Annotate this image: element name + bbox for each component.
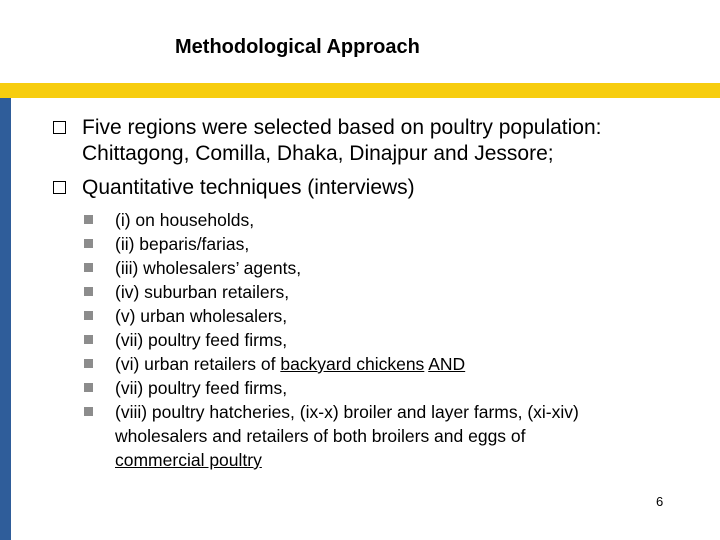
- sub-item-line: (viii) poultry hatcheries, (ix-x) broiler and layer farms, (xi-xiv): [115, 402, 579, 422]
- bullet-line: Five regions were selected based on poultry population:: [82, 116, 602, 139]
- filled-square-bullet-icon: [84, 335, 93, 344]
- page-number: 6: [656, 494, 664, 509]
- filled-square-bullet-icon: [84, 359, 93, 368]
- bullet-line: Quantitative techniques (interviews): [82, 176, 415, 199]
- sub-item: (vii) poultry feed firms,: [115, 330, 288, 350]
- sub-item-multiline: [115, 400, 675, 472]
- sub-item: (v) urban wholesalers,: [115, 306, 288, 326]
- bullet-line: Chittagong, Comilla, Dhaka, Dinajpur and Jessore;: [82, 142, 554, 165]
- hollow-square-bullet-icon: [53, 121, 66, 134]
- filled-square-bullet-icon: [84, 263, 93, 272]
- filled-square-bullet-icon: [84, 287, 93, 296]
- underlined-text: backyard chickens: [280, 354, 425, 374]
- filled-square-bullet-icon: [84, 383, 93, 392]
- sub-item: (iv) suburban retailers,: [115, 282, 290, 302]
- left-accent-bar: [0, 98, 11, 540]
- slide-title: Methodological Approach: [175, 36, 420, 58]
- main-bullet-regions: [82, 115, 692, 167]
- underlined-text: commercial poultry: [115, 450, 262, 470]
- sub-item: (ii) beparis/farias,: [115, 234, 250, 254]
- sub-item: [115, 352, 675, 376]
- sub-item: (vii) poultry feed firms,: [115, 378, 288, 398]
- filled-square-bullet-icon: [84, 239, 93, 248]
- hollow-square-bullet-icon: [53, 181, 66, 194]
- filled-square-bullet-icon: [84, 311, 93, 320]
- sub-item-text: (vi) urban retailers of: [115, 354, 281, 374]
- sub-item: (iii) wholesalers’ agents,: [115, 258, 302, 278]
- accent-band: [0, 83, 720, 98]
- filled-square-bullet-icon: [84, 215, 93, 224]
- sub-item-line: wholesalers and retailers of both broilers and eggs of: [115, 426, 526, 446]
- filled-square-bullet-icon: [84, 407, 93, 416]
- sub-item: (i) on households,: [115, 210, 255, 230]
- underlined-text: AND: [428, 354, 466, 374]
- main-bullet-techniques: [82, 175, 692, 201]
